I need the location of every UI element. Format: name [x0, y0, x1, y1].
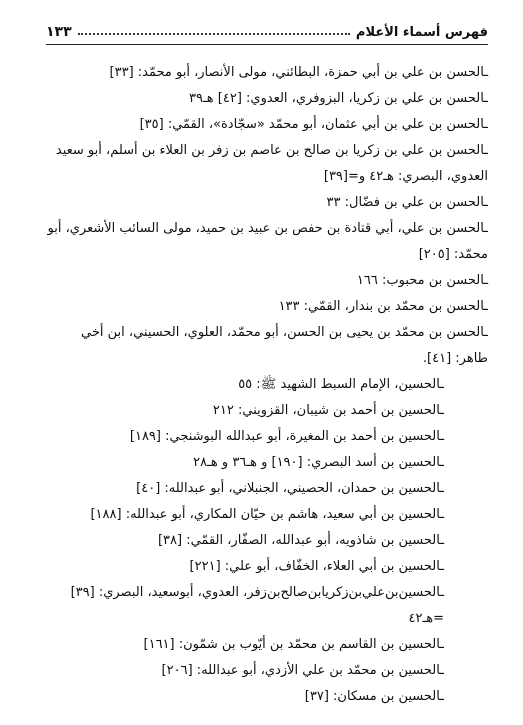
index-entry: ـالحسين، الإمام السبط الشهيد ﷺ: ٥٥: [238, 377, 444, 392]
page-header: [46, 16, 488, 45]
index-entry: ـالحسين بن القاسم بن محمّد بن أيّوب بن شمّون: [١٦١]: [143, 637, 444, 652]
index-entry: ـالحسن بن محمّد بن بندار، القمّي: ١٣٣: [278, 299, 488, 314]
index-entry: ـالحسين بن محمّد بن علي الأزدي، أبو عبدالله: [٢٠٦]: [161, 663, 444, 678]
index-entry: ـالحسن بن علي بن فضّال: ٣٣: [326, 195, 488, 210]
index-entry: ـالحسن بن محبوب: ١٦٦: [356, 273, 488, 288]
index-entry: ـالحسن بن علي بن أبي عثمان، أبو محمّد «سجّادة»، القمّي: [٣٥]: [139, 117, 488, 132]
index-entry: ـالحسن بن علي، أبي قتادة بن حفص بن عبيد بن حميد، مولى السائب الأشعري، أبو محمّد: [٢٠٥]: [47, 221, 488, 262]
index-entry: ـالحسين بن حمدان، الحصيني، الجنبلاني، أبو عبدالله: [٤٠]: [136, 481, 444, 496]
index-entry: ـالحسين بن أحمد بن شيبان، القزويني: ٢١٢: [212, 403, 444, 418]
running-title: فهرس أسماء الأعلام: [355, 25, 488, 40]
index-entry: ـالحسن بن علي بن زكريا بن صالح بن عاصم بن زفر بن العلاء بن أسلم، أبو سعيد العدوي، البصري: هـ٤٢ و=[٣٩]: [55, 143, 488, 184]
leader-dots: [78, 33, 350, 35]
page-number: ١٣٣: [46, 24, 72, 40]
index-entries: [46, 60, 488, 710]
index-entry: ـالحسين بن أحمد بن المغيرة، أبو عبدالله البوشنجي: [١٨٩]: [129, 429, 444, 444]
index-entry: ـالحسن بن علي بن أبي حمزة، البطائني، مولى الأنصار، أبو محمّد: [٣٣]: [109, 65, 488, 80]
index-entry: ـالحسين بن أسد البصري: [١٩٠] و هـ٣٦ و هـ٢٨: [193, 455, 444, 470]
index-entry: ـالحسين بن أبي العلاء، الخفّاف، أبو علي: [٢٢١]: [189, 559, 444, 574]
index-entry: ـالحسين‌بن‌علي‌بن‌زكريا‌بن‌صالح‌بن‌زفر، العدوي، أبوسعيد، البصري: [٣٩] =هـ٤٢: [70, 585, 444, 626]
index-entry: ـالحسين بن أبي سعيد، هاشم بن حيّان المكاري، أبو عبدالله: [١٨٨]: [90, 507, 444, 522]
index-entry: ـالحسن بن علي بن زكريا، البزوفري، العدوي: [٤٢] هـ٣٩: [189, 91, 488, 106]
index-entry: ـالحسين بن شاذويه، أبو عبدالله، الصفّار، القمّي: [٣٨]: [157, 533, 444, 548]
index-entry: ـالحسين بن مسكان: [٣٧]: [304, 689, 444, 704]
index-entry: ـالحسن بن محمّد بن يحيى بن الحسن، أبو محمّد، العلوي، الحسيني، ابن أخي طاهر: [٤١].: [81, 325, 488, 366]
